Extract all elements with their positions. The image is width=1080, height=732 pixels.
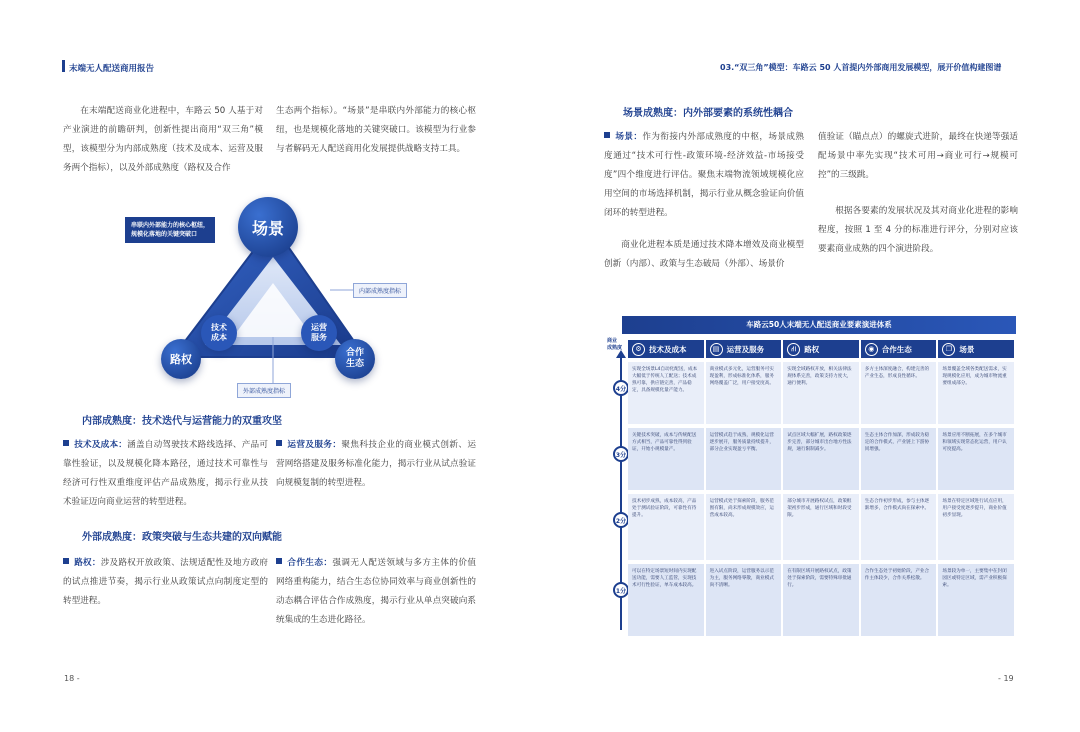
table-header-label: 运营及服务 xyxy=(726,344,765,354)
label-outer-maturity: 外部成熟度指标 xyxy=(237,383,291,398)
outer-road-para xyxy=(63,554,268,611)
scene-col2b: 根据各要素的发展状况及其对商业化进程的影响程度，按照 1 至 4 分的标准进行评分，分别对应该要素商业成熟的四个演进阶段。 xyxy=(818,206,1018,254)
outer-eco-para xyxy=(276,554,476,630)
scene-col1: 作为衔接内外部成熟度的中枢，场景成熟度通过“技术可行性-政策环境-经济效益-市场接受度”四个维度进行评估。聚焦末端物流领域规模化应用空间的市场选择机制，揭示行业从概念验证向价值闭环的转型进程。 xyxy=(604,132,804,218)
page-number-left: 18 - xyxy=(64,674,80,683)
table-cell: 进入试点阶段，运营服务以示范为主，服务网络零散，商业模式尚不清晰。 xyxy=(706,564,782,636)
level-badge: 2分 xyxy=(613,512,629,528)
left-intro-col2: 生态两个指标）。“场景”是串联内外部能力的核心枢纽，也是规模化落地的关键突破口。该模型为行业参与者解码无人配送商用化发展提供战略支持工具。 xyxy=(276,106,476,154)
left-header-bar xyxy=(62,60,65,72)
table-cell: 场景应用不断拓展，在多个城市和领域实现常态化运营，用户认可度提高。 xyxy=(938,428,1014,490)
inner-ops-title: 运营及服务： xyxy=(287,440,342,450)
node-road-rights: 路权 xyxy=(161,339,201,379)
table-cell: 在有限区域开展路权试点，政策处于探索阶段，需要特殊审批通行。 xyxy=(783,564,859,636)
level-badge: 1分 xyxy=(613,582,629,598)
inner-ops-para xyxy=(276,436,476,493)
inner-tech-title: 技术及成本： xyxy=(74,440,128,450)
sec-inner-maturity-title: 内部成熟度：技术迭代与运营能力的双重攻坚 xyxy=(82,416,282,427)
table-cell: 关键技术突破，成本与传统配送方式相当，产品可靠性得到验证，开始小规模量产。 xyxy=(628,428,704,490)
table-cell: 实现全域路权开放，相关法律法规体系完善，政策支持力度大，通行便利。 xyxy=(783,362,859,424)
table-cell: 部分城市开展路权试点，政策框架初步形成，通行区域和时段受限。 xyxy=(783,494,859,560)
table-header-4 xyxy=(938,340,1014,358)
node-tech-cost: 技术 成本 xyxy=(201,315,237,351)
right-running-header: 03.“双三角”模型：车路云 50 人首提内外部商用发展模型，展开价值构建图谱 xyxy=(720,63,1002,72)
table-cell: 多方主体深度融合，构建完善的产业生态，形成良性循环。 xyxy=(861,362,937,424)
table-header-label: 场景 xyxy=(959,344,975,354)
table-header-1 xyxy=(706,340,782,358)
double-triangle-diagram xyxy=(125,195,425,405)
table-cell: 运营模式处于探索阶段，服务范围有限，尚未形成规模效应，运营成本较高。 xyxy=(706,494,782,560)
outer-eco-title: 合作生态： xyxy=(287,558,333,568)
scene-para xyxy=(604,128,804,223)
page-number-right: - 19 xyxy=(998,674,1014,683)
column-icon: ⛙ xyxy=(787,343,800,356)
table-cell: 可以在特定场景短时间内实现配送功能，需要人工监管，实现技术可行性验证，单车成本较高。 xyxy=(628,564,704,636)
table-header-3 xyxy=(861,340,937,358)
scene-col2: 值验证（瞄点点）的螺旋式进阶，最终在快递等强适配场景中率先实现“技术可用→商业可行→规模可控”的三级跳。 xyxy=(818,132,1018,180)
column-icon: ▤ xyxy=(710,343,723,356)
inner-tech-para xyxy=(63,436,268,512)
bullet-icon xyxy=(276,558,282,564)
inner-ops-text: 聚焦科技企业的商业模式创新、运营网络搭建及服务标准化能力，揭示行业从试点验证向规模复制的转型进程。 xyxy=(276,440,476,488)
table-cell: 合作生态处于初始阶段，产业合作主体较少，合作关系松散。 xyxy=(861,564,937,636)
table-cell: 实现全场景L4自动化配送，成本大幅低于传统人工配送；技术成熟可靠，供应链完善，产品稳定，具备规模化量产能力。 xyxy=(628,362,704,424)
bullet-icon xyxy=(63,440,69,446)
outer-eco-text: 强调无人配送领域与多方主体的价值网络重构能力，结合生态位协同效率与商业创新性的动态耦合评估合作成熟度，揭示行业从单点突破向系统集成的生态进化路径。 xyxy=(276,558,476,625)
table-cell: 商业模式多元化，运营服务可实现盈利，形成标准化体系，服务网络覆盖广泛，用户接受度高。 xyxy=(706,362,782,424)
left-intro-col1: 在末端配送商业化进程中，车路云 50 人基于对产业演进的前瞻研判，创新性提出商用“双三角”模型，该模型分为内部成熟度（技术及成本、运营及服务两个指标），以及外部成熟度（路权及合作 xyxy=(63,106,263,173)
table-header-0 xyxy=(628,340,704,358)
table-header-label: 技术及成本 xyxy=(649,344,687,354)
table-cell: 生态主体合作加深，形成较为稳定的合作模式，产业链上下游协同增强。 xyxy=(861,428,937,490)
node-ops-service: 运营 服务 xyxy=(301,315,337,351)
column-icon: ❐ xyxy=(942,343,955,356)
column-icon: ⚙ xyxy=(632,343,645,356)
bullet-icon xyxy=(63,558,69,564)
right-sec-title: 场景成熟度：内外部要素的系统性耦合 xyxy=(623,108,793,119)
table-cell: 技术初步成熟，成本较高，产品处于测试验证阶段，可靠性有待提升。 xyxy=(628,494,704,560)
callout-scene-hub: 串联内外部能力的核心枢纽， 规模化落地的关键突破口 xyxy=(125,217,215,243)
table-header-2 xyxy=(783,340,859,358)
bullet-icon xyxy=(604,132,610,138)
table-cell: 生态合作初步形成，参与主体逐渐增多，合作模式尚在探索中。 xyxy=(861,494,937,560)
outer-road-text: 涉及路权开放政策、法规适配性及地方政府的试点推进节奏，揭示行业从政策试点向制度定型的转型进程。 xyxy=(63,558,268,606)
table-header-label: 路权 xyxy=(804,344,820,354)
table-cell: 场景在特定区域进行试点应用，用户接受度逐步提升，商业价值初步显现。 xyxy=(938,494,1014,560)
node-scene: 场景 xyxy=(238,197,298,257)
outer-road-title: 路权： xyxy=(74,558,101,568)
level-badge: 4分 xyxy=(613,380,629,396)
table-axis-label: 商业 成熟度 xyxy=(607,338,623,351)
table-title: 车路云50人末端无人配送商业要素演进体系 xyxy=(622,316,1016,334)
sec-outer-maturity-title: 外部成熟度：政策突破与生态共建的双向赋能 xyxy=(82,532,282,543)
scene-col1b: 商业化进程本质是通过技术降本增效及商业模型创新（内部）、政策与生态破局（外部）、场景价 xyxy=(604,240,804,269)
column-icon: ◉ xyxy=(865,343,878,356)
left-running-header: 末端无人配送商用报告 xyxy=(69,64,155,74)
inner-tech-text: 涵盖自动驾驶技术路线选择、产品可靠性验证，以及规模化降本路径，通过技术可靠性与经济可行性双重维度评估产品成熟度，揭示行业从技术验证迈向商业运营的转型进程。 xyxy=(63,440,268,507)
scene-title: 场景： xyxy=(615,132,643,142)
table-cell: 场景较为单一，主要集中在封闭园区或特定区域，需产业积极探索。 xyxy=(938,564,1014,636)
label-inner-maturity: 内部成熟度指标 xyxy=(353,283,407,298)
table-cell: 运营模式趋于成熟，规模化运营逐步展开，服务质量持续提升，部分企业实现盈亏平衡。 xyxy=(706,428,782,490)
level-badge: 3分 xyxy=(613,446,629,462)
node-ecosystem: 合作 生态 xyxy=(335,339,375,379)
axis-arrow-icon xyxy=(616,350,626,358)
table-cell: 试点区域大幅扩展，路权政策逐步完善，部分城市出台地方性法规，通行限制减少。 xyxy=(783,428,859,490)
bullet-icon xyxy=(276,440,282,446)
table-header-label: 合作生态 xyxy=(881,344,912,354)
table-cell: 场景覆盖全域各类配送需求，实现规模化应用，成为城市物流重要组成部分。 xyxy=(938,362,1014,424)
